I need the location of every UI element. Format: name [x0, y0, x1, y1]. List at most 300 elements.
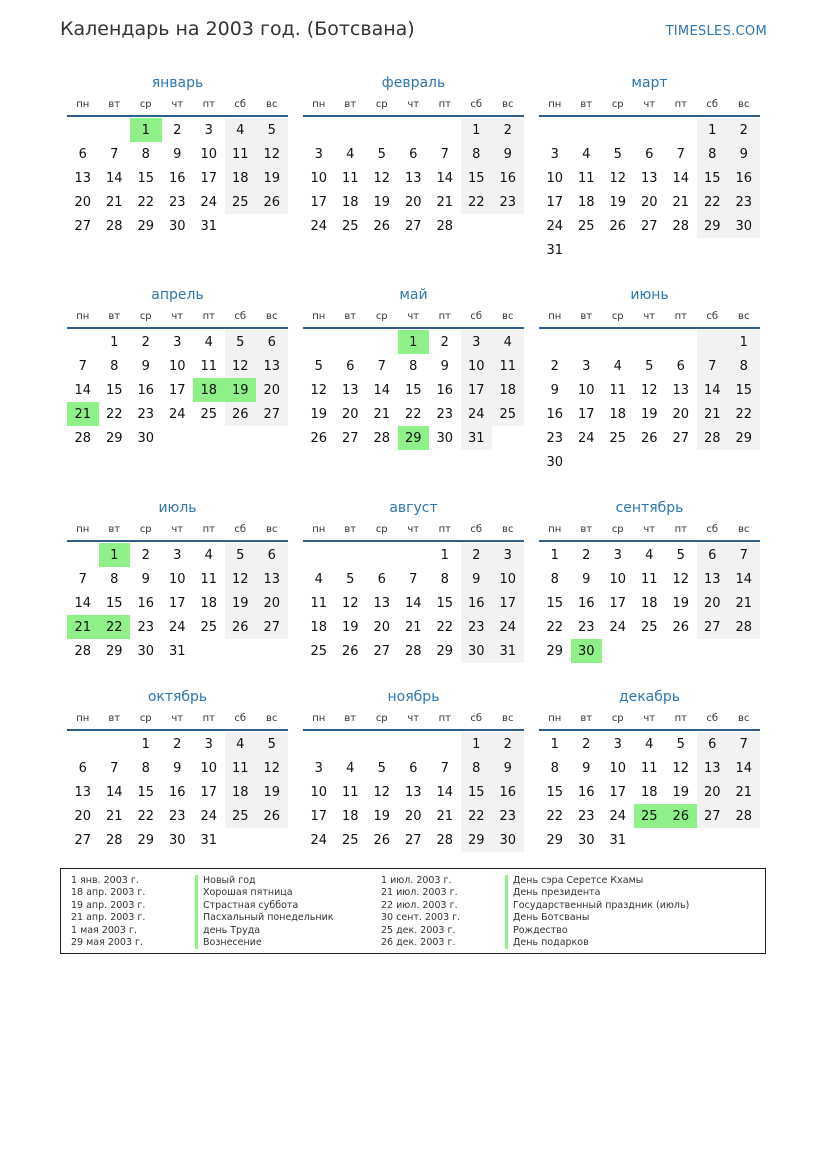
day-cell: 23: [137, 406, 155, 422]
day-cell: 24: [577, 430, 595, 446]
weekday-label: пт: [202, 310, 215, 322]
day-cell: 25: [640, 619, 658, 635]
day-cell: 17: [546, 194, 564, 210]
day-grid: [67, 330, 288, 450]
weekday-label: вс: [738, 523, 750, 535]
day-cell: 9: [582, 571, 591, 587]
day-cell: 6: [409, 760, 418, 776]
legend-holiday-name: Страстная суббота: [195, 900, 298, 912]
day-cell: 9: [461, 567, 493, 591]
day-cell: 23: [492, 804, 524, 828]
month-name: август: [389, 500, 438, 516]
day-cell: 13: [697, 756, 729, 780]
day-cell: 12: [225, 567, 257, 591]
legend-date: 26 дек. 2003 г.: [381, 937, 456, 948]
day-cell: 11: [640, 571, 658, 587]
weekday-label: пт: [438, 98, 451, 110]
weekday-label: вт: [108, 712, 121, 724]
weekday-label: вт: [344, 523, 357, 535]
day-cell: 22: [697, 190, 729, 214]
weekday-label: пн: [312, 310, 326, 322]
day-cell: 5: [225, 543, 257, 567]
day-cell: 28: [672, 218, 690, 234]
day-cell: 23: [728, 190, 760, 214]
empty-cell: [256, 426, 288, 450]
day-cell: 8: [110, 571, 119, 587]
day-cell: 18: [341, 808, 359, 824]
month-name: март: [631, 75, 668, 91]
day-cell: 24: [200, 194, 218, 210]
day-cell: 13: [256, 354, 288, 378]
weekday-label: пт: [674, 310, 687, 322]
day-cell: 30: [728, 214, 760, 238]
weekday-label: пт: [438, 310, 451, 322]
day-cell: 18: [225, 166, 257, 190]
day-cell: 13: [404, 170, 422, 186]
weekday-label: вс: [738, 712, 750, 724]
empty-cell: [492, 214, 524, 238]
day-cell: 24: [168, 619, 186, 635]
weekday-label: чт: [171, 712, 184, 724]
day-cell: 24: [310, 832, 328, 848]
day-cell: 11: [609, 382, 627, 398]
day-cell: 3: [173, 334, 182, 350]
weekday-label: сб: [470, 523, 483, 535]
day-cell: 7: [440, 760, 449, 776]
day-cell: 26: [256, 190, 288, 214]
day-cell: 3: [613, 736, 622, 752]
day-cell: 17: [310, 808, 328, 824]
weekday-label: чт: [643, 310, 656, 322]
empty-cell: [697, 828, 729, 852]
weekday-label: вт: [580, 523, 593, 535]
day-cell: 29: [137, 832, 155, 848]
day-cell: 2: [440, 334, 449, 350]
weekday-label: ср: [611, 98, 624, 110]
weekday-label: чт: [171, 98, 184, 110]
legend-holiday-name: День Ботсваны: [505, 912, 589, 924]
empty-cell: [366, 732, 398, 756]
day-cell: 25: [310, 643, 328, 659]
day-cell: 14: [728, 567, 760, 591]
day-cell: 13: [404, 784, 422, 800]
day-cell: 21: [728, 780, 760, 804]
legend-date: 30 сент. 2003 г.: [381, 912, 461, 924]
day-cell: 7: [409, 571, 418, 587]
day-cell: 28: [436, 218, 454, 234]
day-cell: 8: [141, 146, 150, 162]
day-cell: 18: [577, 194, 595, 210]
day-cell: 26: [665, 804, 697, 828]
weekday-label: вт: [108, 310, 121, 322]
day-cell: 27: [640, 218, 658, 234]
day-cell: 17: [609, 784, 627, 800]
day-cell: 29: [137, 218, 155, 234]
day-cell: 23: [168, 808, 186, 824]
weekday-label: пт: [674, 523, 687, 535]
day-cell: 11: [225, 756, 257, 780]
month-name: июнь: [630, 287, 669, 303]
day-cell: 5: [676, 736, 685, 752]
day-cell: 8: [728, 354, 760, 378]
day-grid: [67, 118, 288, 238]
day-cell: 27: [74, 832, 92, 848]
empty-cell: [162, 426, 194, 450]
weekday-label: пт: [202, 712, 215, 724]
empty-cell: [335, 543, 367, 567]
day-cell: 17: [200, 784, 218, 800]
day-cell: 3: [204, 122, 213, 138]
empty-cell: [303, 543, 335, 567]
day-cell: 17: [310, 194, 328, 210]
weekday-label: вс: [502, 712, 514, 724]
day-cell: 10: [609, 571, 627, 587]
empty-cell: [697, 330, 729, 354]
day-cell: 12: [256, 142, 288, 166]
day-cell: 29: [398, 426, 430, 450]
day-cell: 20: [373, 619, 391, 635]
day-cell: 14: [74, 595, 92, 611]
day-grid: [303, 732, 524, 852]
day-cell: 18: [492, 378, 524, 402]
empty-cell: [665, 238, 697, 262]
day-cell: 9: [173, 146, 182, 162]
legend-holiday-name: День президента: [505, 887, 600, 899]
weekday-label: пн: [548, 310, 562, 322]
empty-cell: [728, 238, 760, 262]
day-cell: 12: [672, 760, 690, 776]
weekday-label: пн: [548, 712, 562, 724]
day-cell: 17: [200, 170, 218, 186]
day-cell: 5: [256, 732, 288, 756]
day-cell: 27: [256, 402, 288, 426]
legend-date: 22 июл. 2003 г.: [381, 899, 458, 911]
weekday-label: сб: [470, 712, 483, 724]
month-name: июль: [158, 500, 197, 516]
day-cell: 21: [697, 402, 729, 426]
weekday-label: ср: [375, 310, 388, 322]
day-cell: 25: [225, 804, 257, 828]
day-cell: 29: [546, 643, 564, 659]
day-cell: 8: [697, 142, 729, 166]
empty-cell: [539, 330, 571, 354]
empty-cell: [571, 238, 603, 262]
day-grid: [539, 330, 760, 474]
day-cell: 15: [697, 166, 729, 190]
empty-cell: [67, 330, 99, 354]
legend-date: 21 апр. 2003 г.: [71, 912, 146, 924]
day-cell: 30: [137, 430, 155, 446]
day-cell: 1: [141, 736, 150, 752]
day-cell: 27: [404, 832, 422, 848]
day-cell: 17: [609, 595, 627, 611]
day-cell: 11: [492, 354, 524, 378]
weekday-label: ср: [611, 310, 624, 322]
weekday-label: вс: [266, 712, 278, 724]
day-cell: 19: [225, 591, 257, 615]
day-cell: 28: [728, 804, 760, 828]
day-cell: 22: [461, 804, 493, 828]
day-cell: 4: [582, 146, 591, 162]
weekday-header: [67, 518, 288, 542]
day-cell: 9: [492, 756, 524, 780]
day-cell: 18: [193, 378, 225, 402]
day-cell: 14: [404, 595, 422, 611]
day-cell: 3: [314, 146, 323, 162]
day-cell: 17: [461, 378, 493, 402]
day-cell: 10: [200, 146, 218, 162]
day-cell: 7: [78, 358, 87, 374]
legend-holiday-name: Государственный праздник (июль): [505, 900, 689, 912]
empty-cell: [303, 732, 335, 756]
day-cell: 9: [440, 358, 449, 374]
weekday-label: ср: [375, 98, 388, 110]
weekday-label: вт: [580, 712, 593, 724]
day-cell: 6: [697, 732, 729, 756]
legend-holiday-name: день Труда: [195, 925, 260, 937]
month-2: [303, 73, 524, 238]
day-cell: 2: [461, 543, 493, 567]
day-cell: 14: [672, 170, 690, 186]
day-cell: 11: [200, 358, 218, 374]
legend-holiday-name: Пасхальный понедельник: [195, 912, 334, 924]
empty-cell: [665, 450, 697, 474]
weekday-label: вт: [580, 98, 593, 110]
month-8: [303, 498, 524, 663]
day-cell: 30: [436, 430, 454, 446]
legend-date: 19 апр. 2003 г.: [71, 899, 146, 911]
month-name: февраль: [381, 75, 446, 91]
weekday-label: чт: [171, 310, 184, 322]
day-cell: 31: [609, 832, 627, 848]
day-cell: 22: [436, 619, 454, 635]
empty-cell: [571, 118, 603, 142]
day-cell: 20: [74, 194, 92, 210]
day-cell: 28: [105, 218, 123, 234]
day-cell: 2: [492, 732, 524, 756]
day-cell: 2: [173, 736, 182, 752]
day-cell: 4: [645, 736, 654, 752]
day-cell: 5: [645, 358, 654, 374]
weekday-label: пн: [312, 523, 326, 535]
day-cell: 18: [310, 619, 328, 635]
day-cell: 1: [110, 334, 119, 350]
day-cell: 8: [141, 760, 150, 776]
weekday-label: пт: [674, 98, 687, 110]
day-cell: 4: [346, 760, 355, 776]
day-cell: 25: [577, 218, 595, 234]
weekday-label: вт: [108, 523, 121, 535]
day-cell: 4: [314, 571, 323, 587]
weekday-label: вт: [344, 98, 357, 110]
weekday-header: [539, 707, 760, 731]
day-cell: 5: [256, 118, 288, 142]
day-cell: 19: [310, 406, 328, 422]
day-cell: 5: [346, 571, 355, 587]
day-cell: 22: [105, 406, 123, 422]
day-cell: 11: [577, 170, 595, 186]
legend-date: 1 янв. 2003 г.: [71, 875, 139, 886]
weekday-label: пн: [76, 98, 90, 110]
day-cell: 11: [341, 170, 359, 186]
empty-cell: [303, 118, 335, 142]
day-cell: 20: [672, 406, 690, 422]
empty-cell: [697, 238, 729, 262]
empty-cell: [99, 118, 131, 142]
day-cell: 8: [440, 571, 449, 587]
day-cell: 23: [168, 194, 186, 210]
day-cell: 4: [225, 732, 257, 756]
day-cell: 26: [341, 643, 359, 659]
weekday-label: чт: [407, 712, 420, 724]
day-cell: 15: [137, 170, 155, 186]
day-cell: 12: [373, 784, 391, 800]
day-cell: 1: [728, 330, 760, 354]
day-cell: 10: [461, 354, 493, 378]
day-cell: 10: [546, 170, 564, 186]
day-cell: 13: [697, 567, 729, 591]
day-cell: 25: [341, 218, 359, 234]
day-cell: 31: [492, 639, 524, 663]
day-cell: 16: [168, 784, 186, 800]
day-cell: 24: [200, 808, 218, 824]
month-name: декабрь: [618, 689, 681, 705]
day-cell: 9: [550, 382, 559, 398]
month-name: январь: [151, 75, 204, 91]
day-cell: 19: [256, 166, 288, 190]
empty-cell: [665, 828, 697, 852]
empty-cell: [728, 450, 760, 474]
weekday-label: сб: [234, 523, 247, 535]
day-cell: 19: [341, 619, 359, 635]
day-cell: 10: [492, 567, 524, 591]
month-12: [539, 687, 760, 852]
day-cell: 26: [672, 619, 690, 635]
day-cell: 24: [609, 619, 627, 635]
day-cell: 31: [546, 242, 564, 258]
day-cell: 10: [310, 784, 328, 800]
day-cell: 29: [546, 832, 564, 848]
day-cell: 21: [436, 194, 454, 210]
weekday-label: ср: [139, 712, 152, 724]
day-cell: 30: [168, 832, 186, 848]
day-cell: 19: [640, 406, 658, 422]
month-11: [303, 687, 524, 852]
day-cell: 8: [110, 358, 119, 374]
empty-cell: [398, 732, 430, 756]
day-cell: 13: [640, 170, 658, 186]
weekday-header: [539, 518, 760, 542]
day-cell: 22: [99, 615, 131, 639]
day-cell: 4: [613, 358, 622, 374]
day-cell: 22: [137, 808, 155, 824]
day-cell: 2: [582, 736, 591, 752]
day-cell: 7: [728, 732, 760, 756]
empty-cell: [571, 330, 603, 354]
day-cell: 12: [373, 170, 391, 186]
empty-cell: [602, 330, 634, 354]
day-cell: 20: [697, 591, 729, 615]
month-name: ноябрь: [387, 689, 440, 705]
day-cell: 26: [225, 402, 257, 426]
day-cell: 25: [200, 406, 218, 422]
empty-cell: [665, 330, 697, 354]
day-cell: 12: [672, 571, 690, 587]
weekday-label: ср: [139, 310, 152, 322]
empty-cell: [665, 639, 697, 663]
day-cell: 26: [609, 218, 627, 234]
day-cell: 26: [310, 430, 328, 446]
legend-date: 25 дек. 2003 г.: [381, 924, 456, 936]
weekday-label: ср: [375, 523, 388, 535]
weekday-label: чт: [643, 523, 656, 535]
day-cell: 22: [137, 194, 155, 210]
day-cell: 3: [461, 330, 493, 354]
day-cell: 19: [373, 808, 391, 824]
day-cell: 13: [341, 382, 359, 398]
weekday-header: [67, 707, 288, 731]
day-cell: 27: [373, 643, 391, 659]
day-cell: 30: [137, 643, 155, 659]
day-cell: 3: [492, 543, 524, 567]
day-cell: 8: [550, 760, 559, 776]
day-cell: 3: [204, 736, 213, 752]
day-cell: 6: [256, 330, 288, 354]
legend-holiday-name: День подарков: [505, 937, 589, 949]
day-cell: 26: [256, 804, 288, 828]
day-cell: 19: [672, 784, 690, 800]
day-cell: 2: [173, 122, 182, 138]
day-grid: [539, 543, 760, 663]
day-cell: 3: [173, 547, 182, 563]
day-cell: 27: [697, 615, 729, 639]
day-cell: 17: [168, 382, 186, 398]
day-cell: 20: [256, 591, 288, 615]
empty-cell: [429, 118, 461, 142]
day-cell: 7: [697, 354, 729, 378]
empty-cell: [67, 732, 99, 756]
legend-holiday-name: Рождество: [505, 925, 568, 937]
day-cell: 10: [168, 571, 186, 587]
day-cell: 28: [697, 426, 729, 450]
day-cell: 18: [609, 406, 627, 422]
day-cell: 15: [728, 378, 760, 402]
day-grid: [303, 118, 524, 238]
day-cell: 7: [440, 146, 449, 162]
weekday-label: чт: [643, 712, 656, 724]
brand-link[interactable]: TIMESLES.COM: [665, 24, 767, 39]
empty-cell: [539, 118, 571, 142]
empty-cell: [225, 828, 257, 852]
empty-cell: [398, 118, 430, 142]
weekday-label: сб: [234, 712, 247, 724]
empty-cell: [634, 330, 666, 354]
weekday-header: [303, 93, 524, 117]
day-cell: 28: [436, 832, 454, 848]
day-cell: 12: [640, 382, 658, 398]
day-grid: [539, 118, 760, 262]
month-name: апрель: [151, 287, 204, 303]
day-cell: 17: [168, 595, 186, 611]
empty-cell: [634, 639, 666, 663]
month-4: [67, 285, 288, 450]
empty-cell: [225, 214, 257, 238]
day-cell: 13: [256, 567, 288, 591]
day-cell: 16: [728, 166, 760, 190]
weekday-label: вс: [502, 98, 514, 110]
day-cell: 21: [67, 615, 99, 639]
empty-cell: [602, 639, 634, 663]
